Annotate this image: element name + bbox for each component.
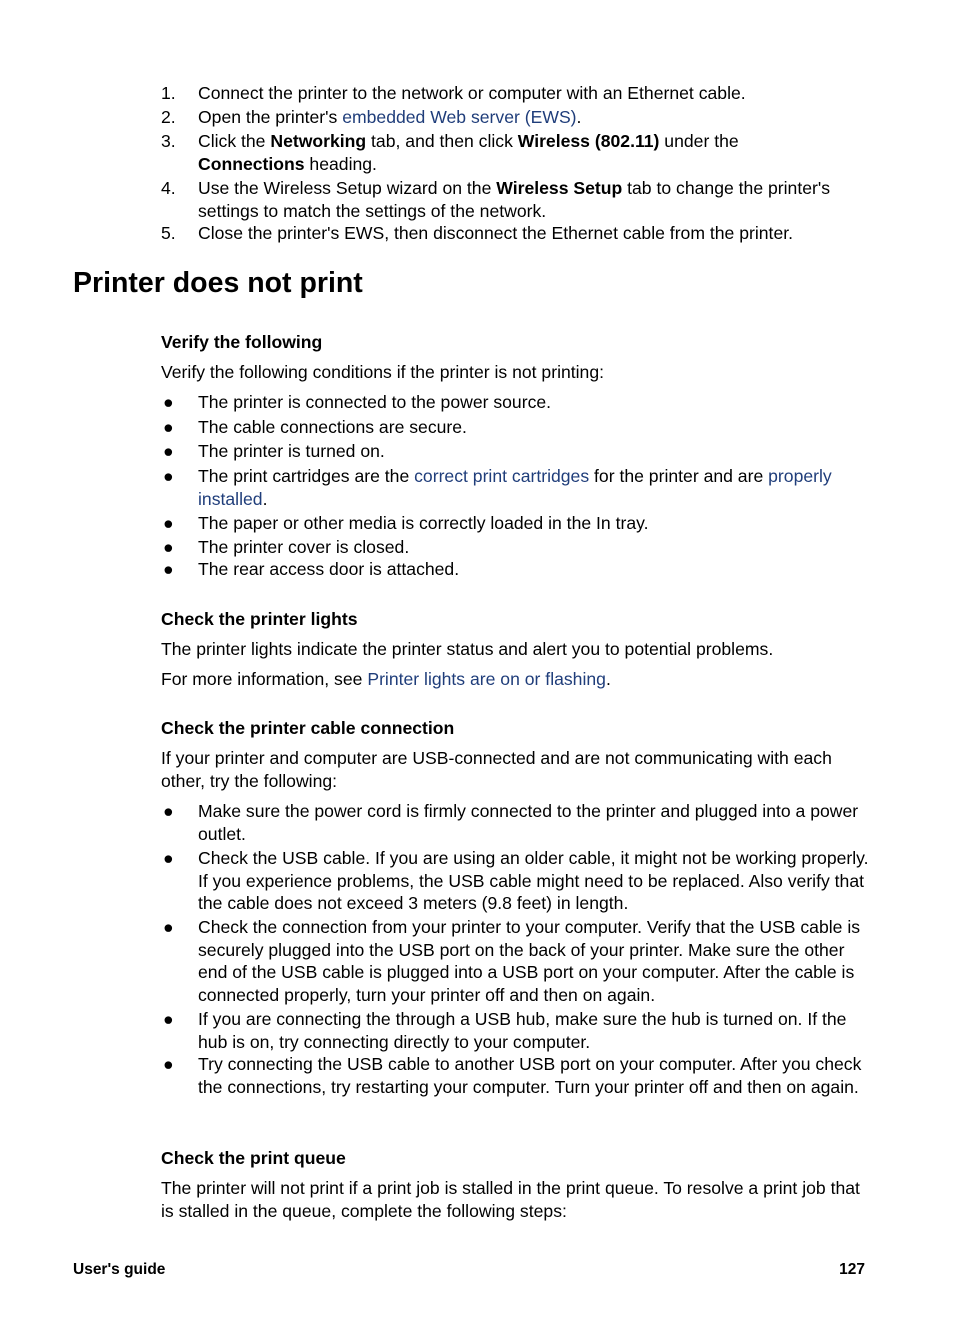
step-number: 4. <box>161 178 176 198</box>
queue-paragraph: The printer will not print if a print job is stalled in the print queue. To resolve a print job that is stalled in the queue, complete the following steps: <box>161 1178 860 1221</box>
bullet: ● <box>163 466 174 486</box>
properly-installed-link[interactable]: properly installed <box>198 466 832 509</box>
bullet: ● <box>163 417 174 437</box>
section-title: Printer does not print <box>73 267 363 299</box>
footer-guide-title: User's guide <box>73 1261 166 1278</box>
correct-cartridges-link[interactable]: correct print cartridges <box>414 466 590 486</box>
lights-paragraph: The printer lights indicate the printer status and alert you to potential problems. <box>161 639 774 659</box>
bullet: ● <box>163 559 174 579</box>
bullet: ● <box>163 1009 174 1029</box>
bullet: ● <box>163 848 174 868</box>
step-number: 3. <box>161 131 176 151</box>
ews-link[interactable]: embedded Web server (EWS) <box>342 107 577 127</box>
step-number: 1. <box>161 83 176 103</box>
bullet: ● <box>163 801 174 821</box>
page-number: 127 <box>839 1261 865 1278</box>
lights-more-info: For more information, see Printer lights are on or flashing. <box>161 669 611 689</box>
bullet: ● <box>163 917 174 937</box>
step-text: Click the Networking tab, and then click Wireless (802.11) under the Connections heading. <box>198 131 739 174</box>
step-text: Close the printer's EWS, then disconnect the Ethernet cable from the printer. <box>198 223 794 243</box>
verify-intro: Verify the following conditions if the printer is not printing: <box>161 362 605 382</box>
bullet: ● <box>163 441 174 461</box>
lights-heading: Check the printer lights <box>161 609 358 629</box>
step-text: Use the Wireless Setup wizard on the Wireless Setup tab to change the printer's settings to match the settings of the network. <box>198 178 831 221</box>
bullet: ● <box>163 1054 174 1074</box>
queue-heading: Check the print queue <box>161 1148 346 1168</box>
cable-heading: Check the printer cable connection <box>161 718 455 738</box>
bullet: ● <box>163 513 174 533</box>
verify-heading: Verify the following <box>161 332 323 352</box>
printer-lights-link[interactable]: Printer lights are on or flashing <box>367 669 606 689</box>
step-text: Connect the printer to the network or computer with an Ethernet cable. <box>198 83 746 103</box>
bullet: ● <box>163 537 174 557</box>
step-number: 2. <box>161 107 176 127</box>
cable-intro: If your printer and computer are USB-connected and are not communicating with each other, try the following: <box>161 748 832 791</box>
step-number: 5. <box>161 223 176 243</box>
bullet: ● <box>163 392 174 412</box>
step-text: Open the printer's embedded Web server (EWS). <box>198 107 582 127</box>
